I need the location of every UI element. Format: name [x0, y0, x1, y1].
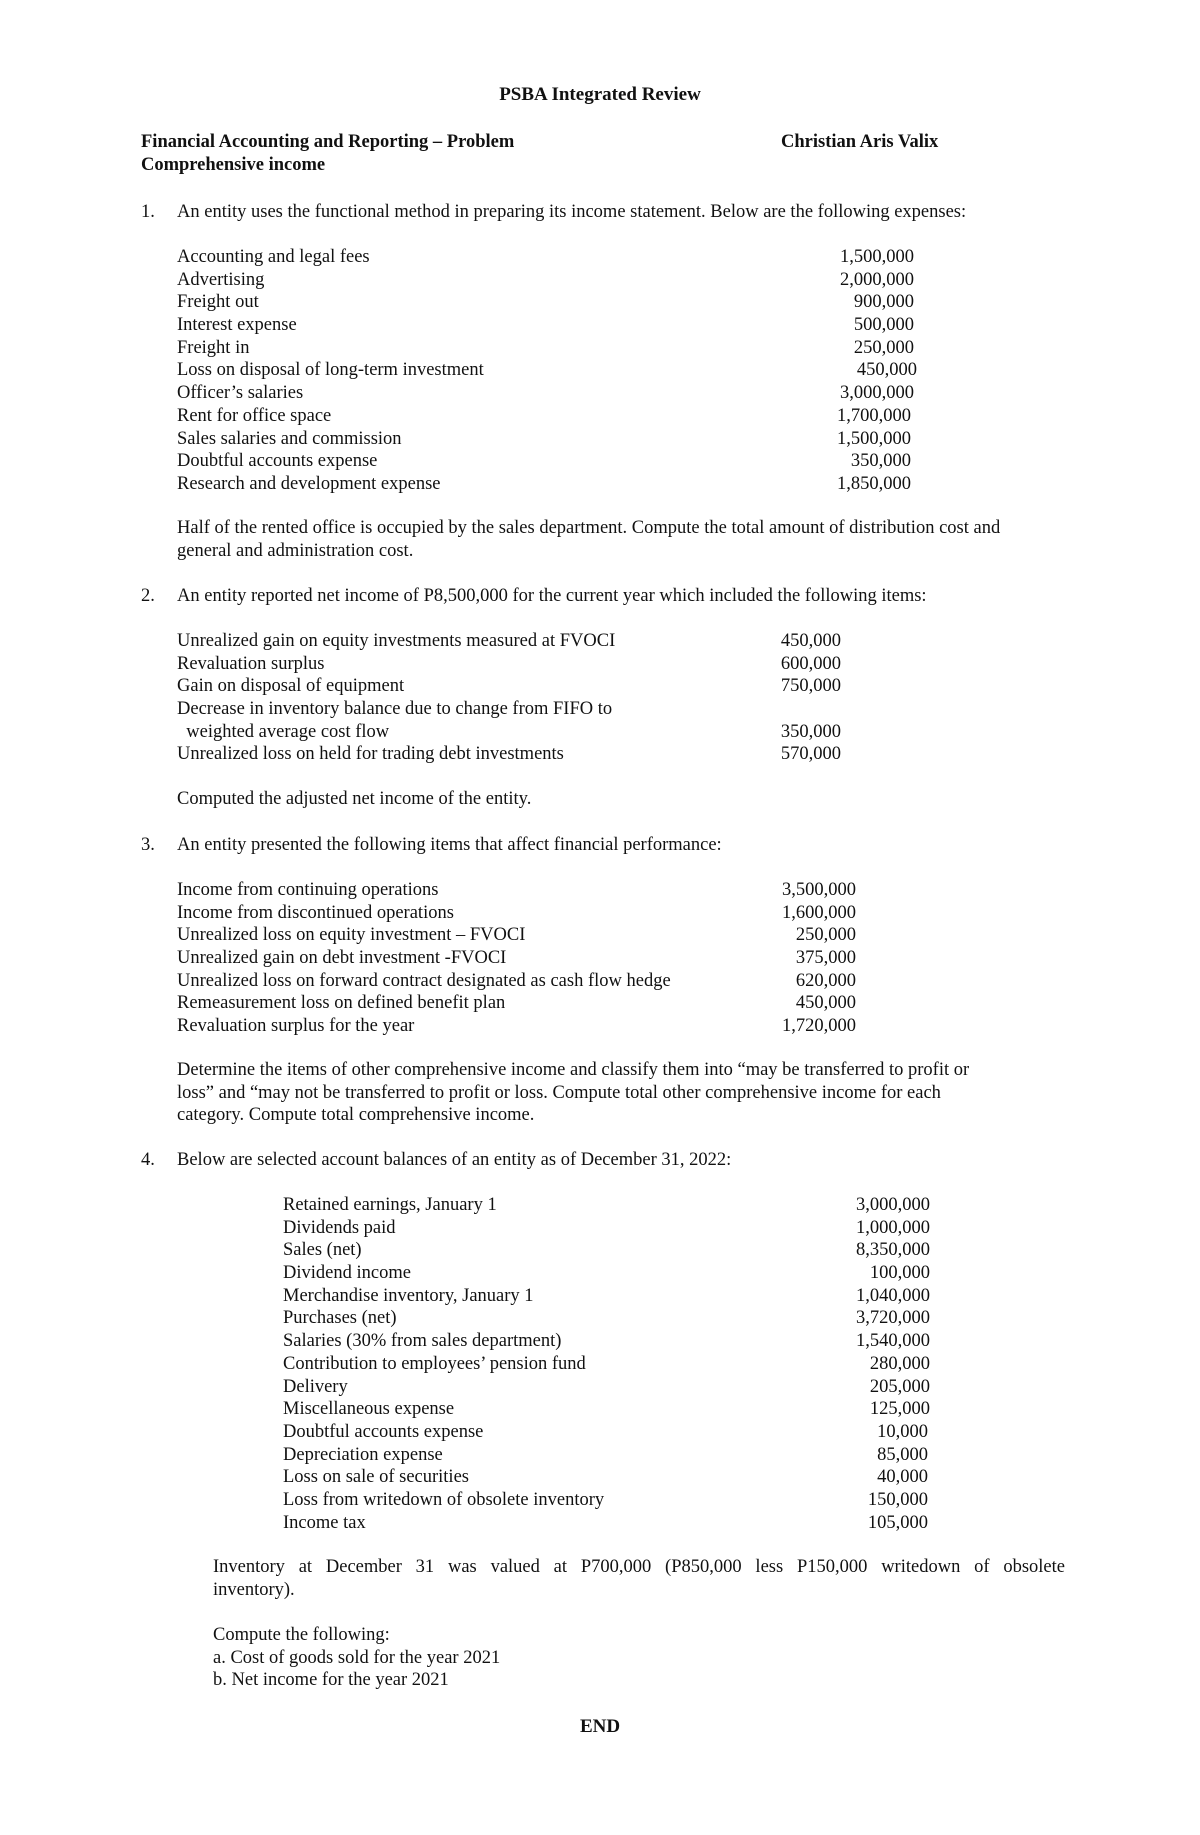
- question-number: 2.: [141, 586, 155, 606]
- item-label: Loss on sale of securities: [283, 1467, 469, 1488]
- question-number: 1.: [141, 202, 155, 222]
- item-label: Sales (net): [283, 1240, 362, 1261]
- note-line: Half of the rented office is occupied by the sales department. Compute the total amount of distribution cost and: [177, 518, 1001, 538]
- item-label: Contribution to employees’ pension fund: [283, 1353, 586, 1374]
- item-label: Dividends paid: [283, 1217, 396, 1238]
- item-value: 3,000,000: [840, 383, 914, 404]
- item-label: Accounting and legal fees: [177, 247, 370, 267]
- item-label: Interest expense: [177, 315, 297, 336]
- item-label: Freight out: [177, 292, 259, 313]
- item-value: 350,000: [780, 721, 841, 742]
- item-label: Income from discontinued operations: [177, 902, 454, 923]
- item-label: Miscellaneous expense: [283, 1399, 455, 1420]
- item-value: 1,600,000: [782, 902, 856, 923]
- item-value: 500,000: [853, 315, 914, 336]
- item-value: 205,000: [869, 1376, 930, 1397]
- item-label: Rent for office space: [177, 405, 332, 426]
- item-value: 1,540,000: [856, 1331, 930, 1352]
- item-value: 1,700,000: [837, 405, 911, 426]
- question-number: 3.: [141, 835, 155, 855]
- note-line: loss” and “may not be transferred to profit or loss. Compute total other comprehensive income for each: [177, 1082, 941, 1103]
- question-text: Below are selected account balances of an entity as of December 31, 2022:: [177, 1150, 732, 1170]
- item-value: 600,000: [780, 653, 841, 674]
- topic-heading: Comprehensive income: [141, 155, 326, 175]
- note-line: inventory).: [213, 1579, 295, 1600]
- item-label: Salaries (30% from sales department): [283, 1331, 562, 1352]
- q4-compute-list: [213, 1624, 500, 1692]
- question-text: An entity uses the functional method in preparing its income statement. Below are the following expenses:: [177, 202, 967, 222]
- item-label: Depreciation expense: [283, 1444, 443, 1465]
- item-label: Unrealized loss on held for trading debt investments: [177, 744, 564, 765]
- item-value: 10,000: [877, 1421, 928, 1442]
- item-value: 1,720,000: [782, 1016, 856, 1037]
- item-label: Freight in: [177, 337, 250, 358]
- note-line: Determine the items of other comprehensive income and classify them into “may be transferred to profit or: [177, 1060, 970, 1080]
- item-value: 40,000: [877, 1467, 928, 1488]
- item-value: 900,000: [853, 292, 914, 313]
- question-text: An entity presented the following items that affect financial performance:: [177, 835, 722, 855]
- item-label: Delivery: [283, 1376, 348, 1397]
- item-value: 750,000: [780, 676, 841, 697]
- q2-note: [177, 788, 531, 811]
- item-label: Merchandise inventory, January 1: [283, 1285, 534, 1306]
- item-value: 450,000: [856, 360, 917, 381]
- question-text: An entity reported net income of P8,500,000 for the current year which included the following items:: [177, 586, 927, 606]
- item-value: 620,000: [795, 970, 856, 991]
- item-label: Retained earnings, January 1: [283, 1195, 497, 1215]
- item-value: 3,720,000: [856, 1308, 930, 1329]
- item-label: Remeasurement loss on defined benefit plan: [177, 993, 506, 1014]
- note-line: Inventory at December 31 was valued at P700,000 (P850,000 less P150,000 writedown of obsolete: [213, 1557, 1065, 1577]
- item-value: 3,000,000: [856, 1195, 930, 1215]
- item-value: 375,000: [795, 948, 856, 969]
- item-label: Advertising: [177, 269, 265, 290]
- item-value: 125,000: [869, 1399, 930, 1420]
- q3-note: [177, 1059, 969, 1127]
- item-label: Income tax: [283, 1512, 366, 1533]
- item-label: Revaluation surplus: [177, 653, 325, 674]
- author-name: Christian Aris Valix: [781, 132, 939, 152]
- item-value: 105,000: [867, 1512, 928, 1533]
- item-value: 8,350,000: [856, 1240, 930, 1261]
- item-label: Unrealized gain on debt investment -FVOCI: [177, 948, 507, 969]
- item-label: Loss on disposal of long-term investment: [177, 360, 484, 381]
- list-item: b. Net income for the year 2021: [213, 1670, 449, 1691]
- item-value: 1,000,000: [856, 1217, 930, 1238]
- item-value: 100,000: [869, 1263, 930, 1284]
- item-label: Doubtful accounts expense: [177, 451, 378, 472]
- item-value: 350,000: [850, 451, 911, 472]
- item-value: 85,000: [877, 1444, 928, 1465]
- document-title: PSBA Integrated Review: [499, 84, 701, 105]
- item-value: 250,000: [795, 925, 856, 946]
- question-number: 4.: [141, 1150, 155, 1170]
- item-value: 1,500,000: [837, 428, 911, 449]
- note-line: general and administration cost.: [177, 540, 414, 561]
- header-left: [141, 131, 514, 177]
- item-label: Sales salaries and commission: [177, 428, 402, 449]
- item-value: 450,000: [780, 631, 841, 651]
- item-label: Income from continuing operations: [177, 880, 439, 900]
- item-label: Unrealized loss on equity investment – FVOCI: [177, 925, 526, 946]
- note-line: category. Compute total comprehensive income.: [177, 1105, 535, 1126]
- item-label: Unrealized loss on forward contract designated as cash flow hedge: [177, 970, 671, 991]
- item-value: 570,000: [780, 744, 841, 765]
- note-line: Computed the adjusted net income of the entity.: [177, 789, 532, 809]
- item-value: 1,500,000: [840, 247, 914, 267]
- subject-heading: Financial Accounting and Reporting – Problem: [141, 132, 515, 152]
- item-value: 1,850,000: [837, 473, 911, 494]
- list-item: a. Cost of goods sold for the year 2021: [213, 1647, 501, 1668]
- item-label: Decrease in inventory balance due to change from FIFO to: [177, 699, 613, 720]
- item-label: Unrealized gain on equity investments measured at FVOCI: [177, 631, 616, 651]
- item-value: 250,000: [853, 337, 914, 358]
- q1-note: [177, 517, 1000, 562]
- item-value: 1,040,000: [856, 1285, 930, 1306]
- item-label: Loss from writedown of obsolete inventory: [283, 1489, 605, 1510]
- item-label: Purchases (net): [283, 1308, 397, 1329]
- item-value: 280,000: [869, 1353, 930, 1374]
- item-label: Dividend income: [283, 1263, 411, 1284]
- item-value: 150,000: [867, 1489, 928, 1510]
- item-label: Gain on disposal of equipment: [177, 676, 405, 697]
- item-value: 2,000,000: [840, 269, 914, 290]
- item-label: Doubtful accounts expense: [283, 1421, 484, 1442]
- item-label: Officer’s salaries: [177, 383, 304, 404]
- compute-heading: Compute the following:: [213, 1625, 390, 1645]
- item-label: weighted average cost flow: [177, 721, 390, 742]
- item-value: 3,500,000: [782, 880, 856, 900]
- q4-inventory-note: [213, 1556, 1065, 1601]
- item-label: Research and development expense: [177, 473, 441, 494]
- item-value: 450,000: [795, 993, 856, 1014]
- end-marker: END: [579, 1716, 621, 1737]
- item-label: Revaluation surplus for the year: [177, 1016, 415, 1037]
